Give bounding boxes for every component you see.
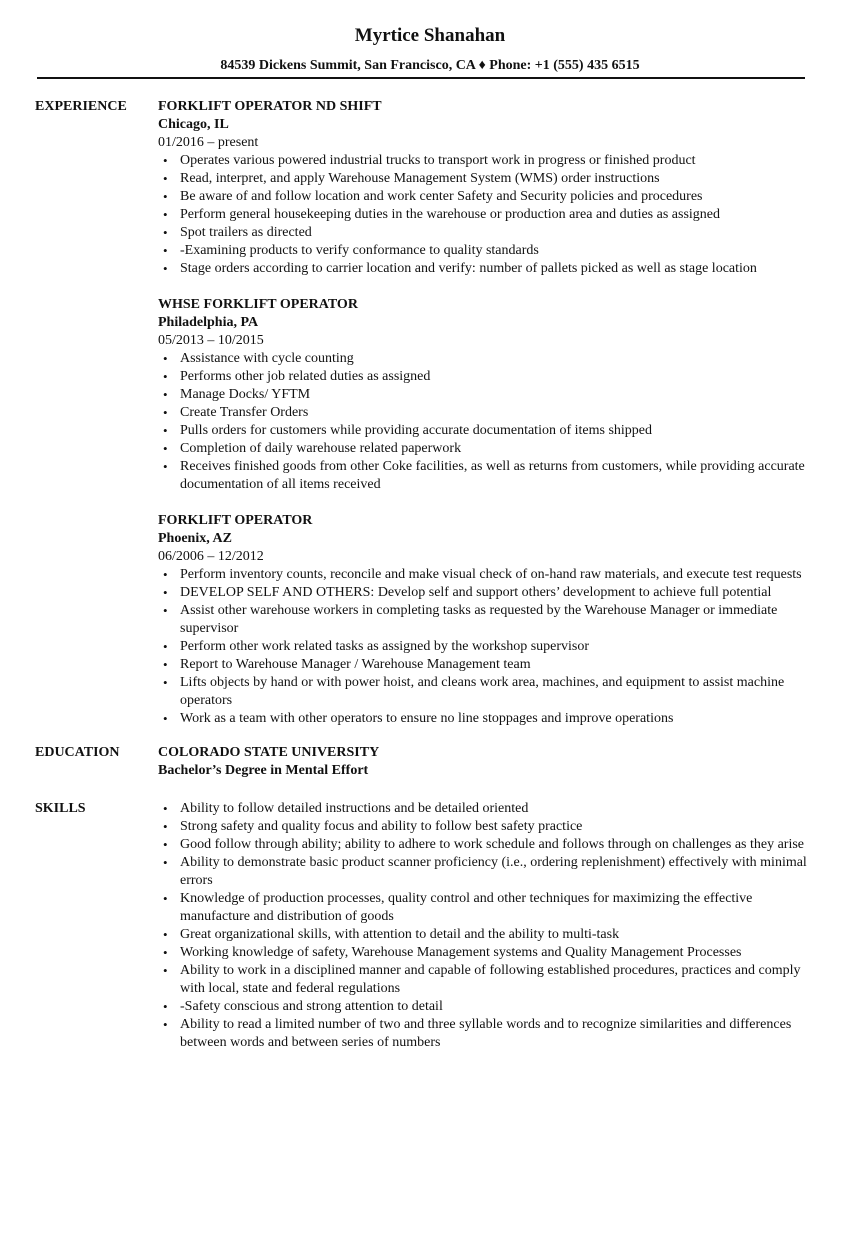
bullet-text: Stage orders according to carrier location and verify: number of pallets picked as well as stage location	[180, 261, 757, 276]
bullet-item	[158, 260, 813, 278]
bullet-item	[158, 224, 813, 242]
bullet-icon: •	[163, 711, 168, 726]
experience-heading: EXPERIENCE	[35, 99, 127, 114]
bullet-icon: •	[163, 927, 168, 942]
bullet-item	[158, 422, 813, 440]
bullet-item	[158, 998, 813, 1016]
job-duties-list	[158, 566, 813, 728]
job-location: Phoenix, AZ	[158, 531, 232, 546]
bullet-icon: •	[163, 1017, 168, 1032]
bullet-icon: •	[163, 639, 168, 654]
skills-section	[0, 800, 860, 1052]
bullet-item	[158, 368, 813, 386]
bullet-icon: •	[163, 225, 168, 240]
job-location: Chicago, IL	[158, 117, 229, 132]
bullet-icon: •	[163, 657, 168, 672]
bullet-item	[158, 350, 813, 368]
bullet-text: DEVELOP SELF AND OTHERS: Develop self and support others’ development to achieve full potential	[180, 585, 772, 600]
skills-body	[158, 800, 813, 1052]
bullet-text: Strong safety and quality focus and ability to follow best safety practice	[180, 819, 583, 834]
bullet-text: Manage Docks/ YFTM	[180, 387, 311, 402]
bullet-icon: •	[163, 369, 168, 384]
bullet-text: Perform inventory counts, reconcile and make visual check of on-hand raw materials, and execute test requests	[180, 567, 802, 582]
candidate-name: Myrtice Shanahan	[354, 25, 506, 46]
job-title: FORKLIFT OPERATOR	[158, 513, 313, 528]
bullet-text: Knowledge of production processes, quality control and other techniques for maximizing the effective manufacture and distribution of goods	[180, 891, 753, 924]
bullet-text: Lifts objects by hand or with power hoist, and cleans work area, machines, and equipment to assist machine operators	[180, 675, 785, 708]
bullet-text: Assist other warehouse workers in completing tasks as requested by the Warehouse Manager or immediate supervisor	[180, 603, 778, 636]
education-section	[0, 744, 860, 780]
bullet-item	[158, 458, 813, 494]
bullet-text: Receives finished goods from other Coke facilities, as well as returns from customers, while providing accurate documentation of all items received	[180, 459, 805, 492]
bullet-text: Performs other job related duties as assigned	[180, 369, 431, 384]
bullet-icon: •	[163, 891, 168, 906]
bullet-icon: •	[163, 603, 168, 618]
bullet-icon: •	[163, 819, 168, 834]
bullet-text: Work as a team with other operators to ensure no line stoppages and improve operations	[180, 711, 674, 726]
bullet-icon: •	[163, 207, 168, 222]
job-dates: 05/2013 – 10/2015	[158, 333, 264, 348]
bullet-text: Operates various powered industrial trucks to transport work in progress or finished product	[180, 153, 696, 168]
bullet-text: Working knowledge of safety, Warehouse Management systems and Quality Management Processes	[180, 945, 742, 960]
job-title: WHSE FORKLIFT OPERATOR	[158, 297, 358, 312]
bullet-icon: •	[163, 801, 168, 816]
bullet-item	[158, 656, 813, 674]
job-location: Philadelphia, PA	[158, 315, 259, 330]
bullet-icon: •	[163, 945, 168, 960]
bullet-text: Completion of daily warehouse related paperwork	[180, 441, 462, 456]
bullet-item	[158, 386, 813, 404]
bullet-text: Perform other work related tasks as assigned by the workshop supervisor	[180, 639, 590, 654]
bullet-text: Good follow through ability; ability to adhere to work schedule and follows through on challenges as they arise	[180, 837, 805, 852]
bullet-item	[158, 638, 813, 656]
bullet-item	[158, 242, 813, 260]
bullet-text: Assistance with cycle counting	[180, 351, 354, 366]
bullet-icon: •	[163, 261, 168, 276]
bullet-icon: •	[163, 441, 168, 456]
bullet-item	[158, 674, 813, 710]
bullet-item	[158, 890, 813, 926]
bullet-text: Create Transfer Orders	[180, 405, 309, 420]
degree-name: Bachelor’s Degree in Mental Effort	[158, 763, 369, 778]
bullet-item	[158, 566, 813, 584]
bullet-item	[158, 944, 813, 962]
bullet-text: Pulls orders for customers while providing accurate documentation of items shipped	[180, 423, 653, 438]
bullet-icon: •	[163, 963, 168, 978]
bullet-icon: •	[163, 351, 168, 366]
bullet-icon: •	[163, 153, 168, 168]
header-divider	[37, 77, 805, 79]
education-heading: EDUCATION	[35, 745, 120, 760]
job-dates: 01/2016 – present	[158, 135, 259, 150]
skills-heading: SKILLS	[35, 801, 86, 816]
bullet-item	[158, 602, 813, 638]
bullet-text: Ability to follow detailed instructions and be detailed oriented	[180, 801, 529, 816]
bullet-icon: •	[163, 999, 168, 1014]
bullet-icon: •	[163, 675, 168, 690]
bullet-text: Perform general housekeeping duties in the warehouse or production area and duties as assigned	[180, 207, 720, 222]
job-duties-list	[158, 350, 813, 494]
bullet-icon: •	[163, 387, 168, 402]
bullet-text: Great organizational skills, with attention to detail and the ability to multi-task	[180, 927, 620, 942]
bullet-text: Ability to read a limited number of two and three syllable words and to recognize similarities and differences between words and between series of numbers	[180, 1017, 792, 1050]
contact-line: 84539 Dickens Summit, San Francisco, CA ♦ Phone: +1 (555) 435 6515	[220, 58, 640, 73]
bullet-text: Read, interpret, and apply Warehouse Management System (WMS) order instructions	[180, 171, 660, 186]
bullet-text: Ability to work in a disciplined manner and capable of following established procedures, practices and comply with local, state and federal regulations	[180, 963, 801, 996]
job-entry	[158, 512, 813, 728]
education-body	[158, 744, 813, 780]
bullet-item	[158, 170, 813, 188]
bullet-icon: •	[163, 171, 168, 186]
job-title: FORKLIFT OPERATOR ND SHIFT	[158, 99, 382, 114]
bullet-item	[158, 962, 813, 998]
bullet-item	[158, 152, 813, 170]
bullet-text: Report to Warehouse Manager / Warehouse Management team	[180, 657, 531, 672]
bullet-item	[158, 818, 813, 836]
bullet-icon: •	[163, 423, 168, 438]
bullet-icon: •	[163, 405, 168, 420]
bullet-item	[158, 1016, 813, 1052]
bullet-icon: •	[163, 459, 168, 474]
experience-section	[0, 98, 860, 728]
skills-list	[158, 800, 813, 1052]
bullet-text: -Examining products to verify conformance to quality standards	[180, 243, 539, 258]
bullet-item	[158, 854, 813, 890]
bullet-icon: •	[163, 189, 168, 204]
resume-sections	[0, 98, 860, 1068]
bullet-text: Be aware of and follow location and work center Safety and Security policies and procedures	[180, 189, 703, 204]
bullet-icon: •	[163, 567, 168, 582]
bullet-item	[158, 584, 813, 602]
job-entry	[158, 296, 813, 494]
job-entry	[158, 98, 813, 278]
bullet-item	[158, 206, 813, 224]
bullet-item	[158, 800, 813, 818]
bullet-icon: •	[163, 243, 168, 258]
bullet-text: -Safety conscious and strong attention to detail	[180, 999, 443, 1014]
bullet-item	[158, 404, 813, 422]
bullet-icon: •	[163, 855, 168, 870]
bullet-icon: •	[163, 837, 168, 852]
job-dates: 06/2006 – 12/2012	[158, 549, 264, 564]
job-duties-list	[158, 152, 813, 278]
bullet-text: Ability to demonstrate basic product scanner proficiency (i.e., ordering replenishment) effectively with minimal errors	[180, 855, 807, 888]
school-name: COLORADO STATE UNIVERSITY	[158, 745, 380, 760]
experience-list	[158, 98, 813, 728]
bullet-item	[158, 188, 813, 206]
bullet-item	[158, 440, 813, 458]
bullet-icon: •	[163, 585, 168, 600]
bullet-item	[158, 836, 813, 854]
bullet-item	[158, 710, 813, 728]
bullet-text: Spot trailers as directed	[180, 225, 312, 240]
bullet-item	[158, 926, 813, 944]
